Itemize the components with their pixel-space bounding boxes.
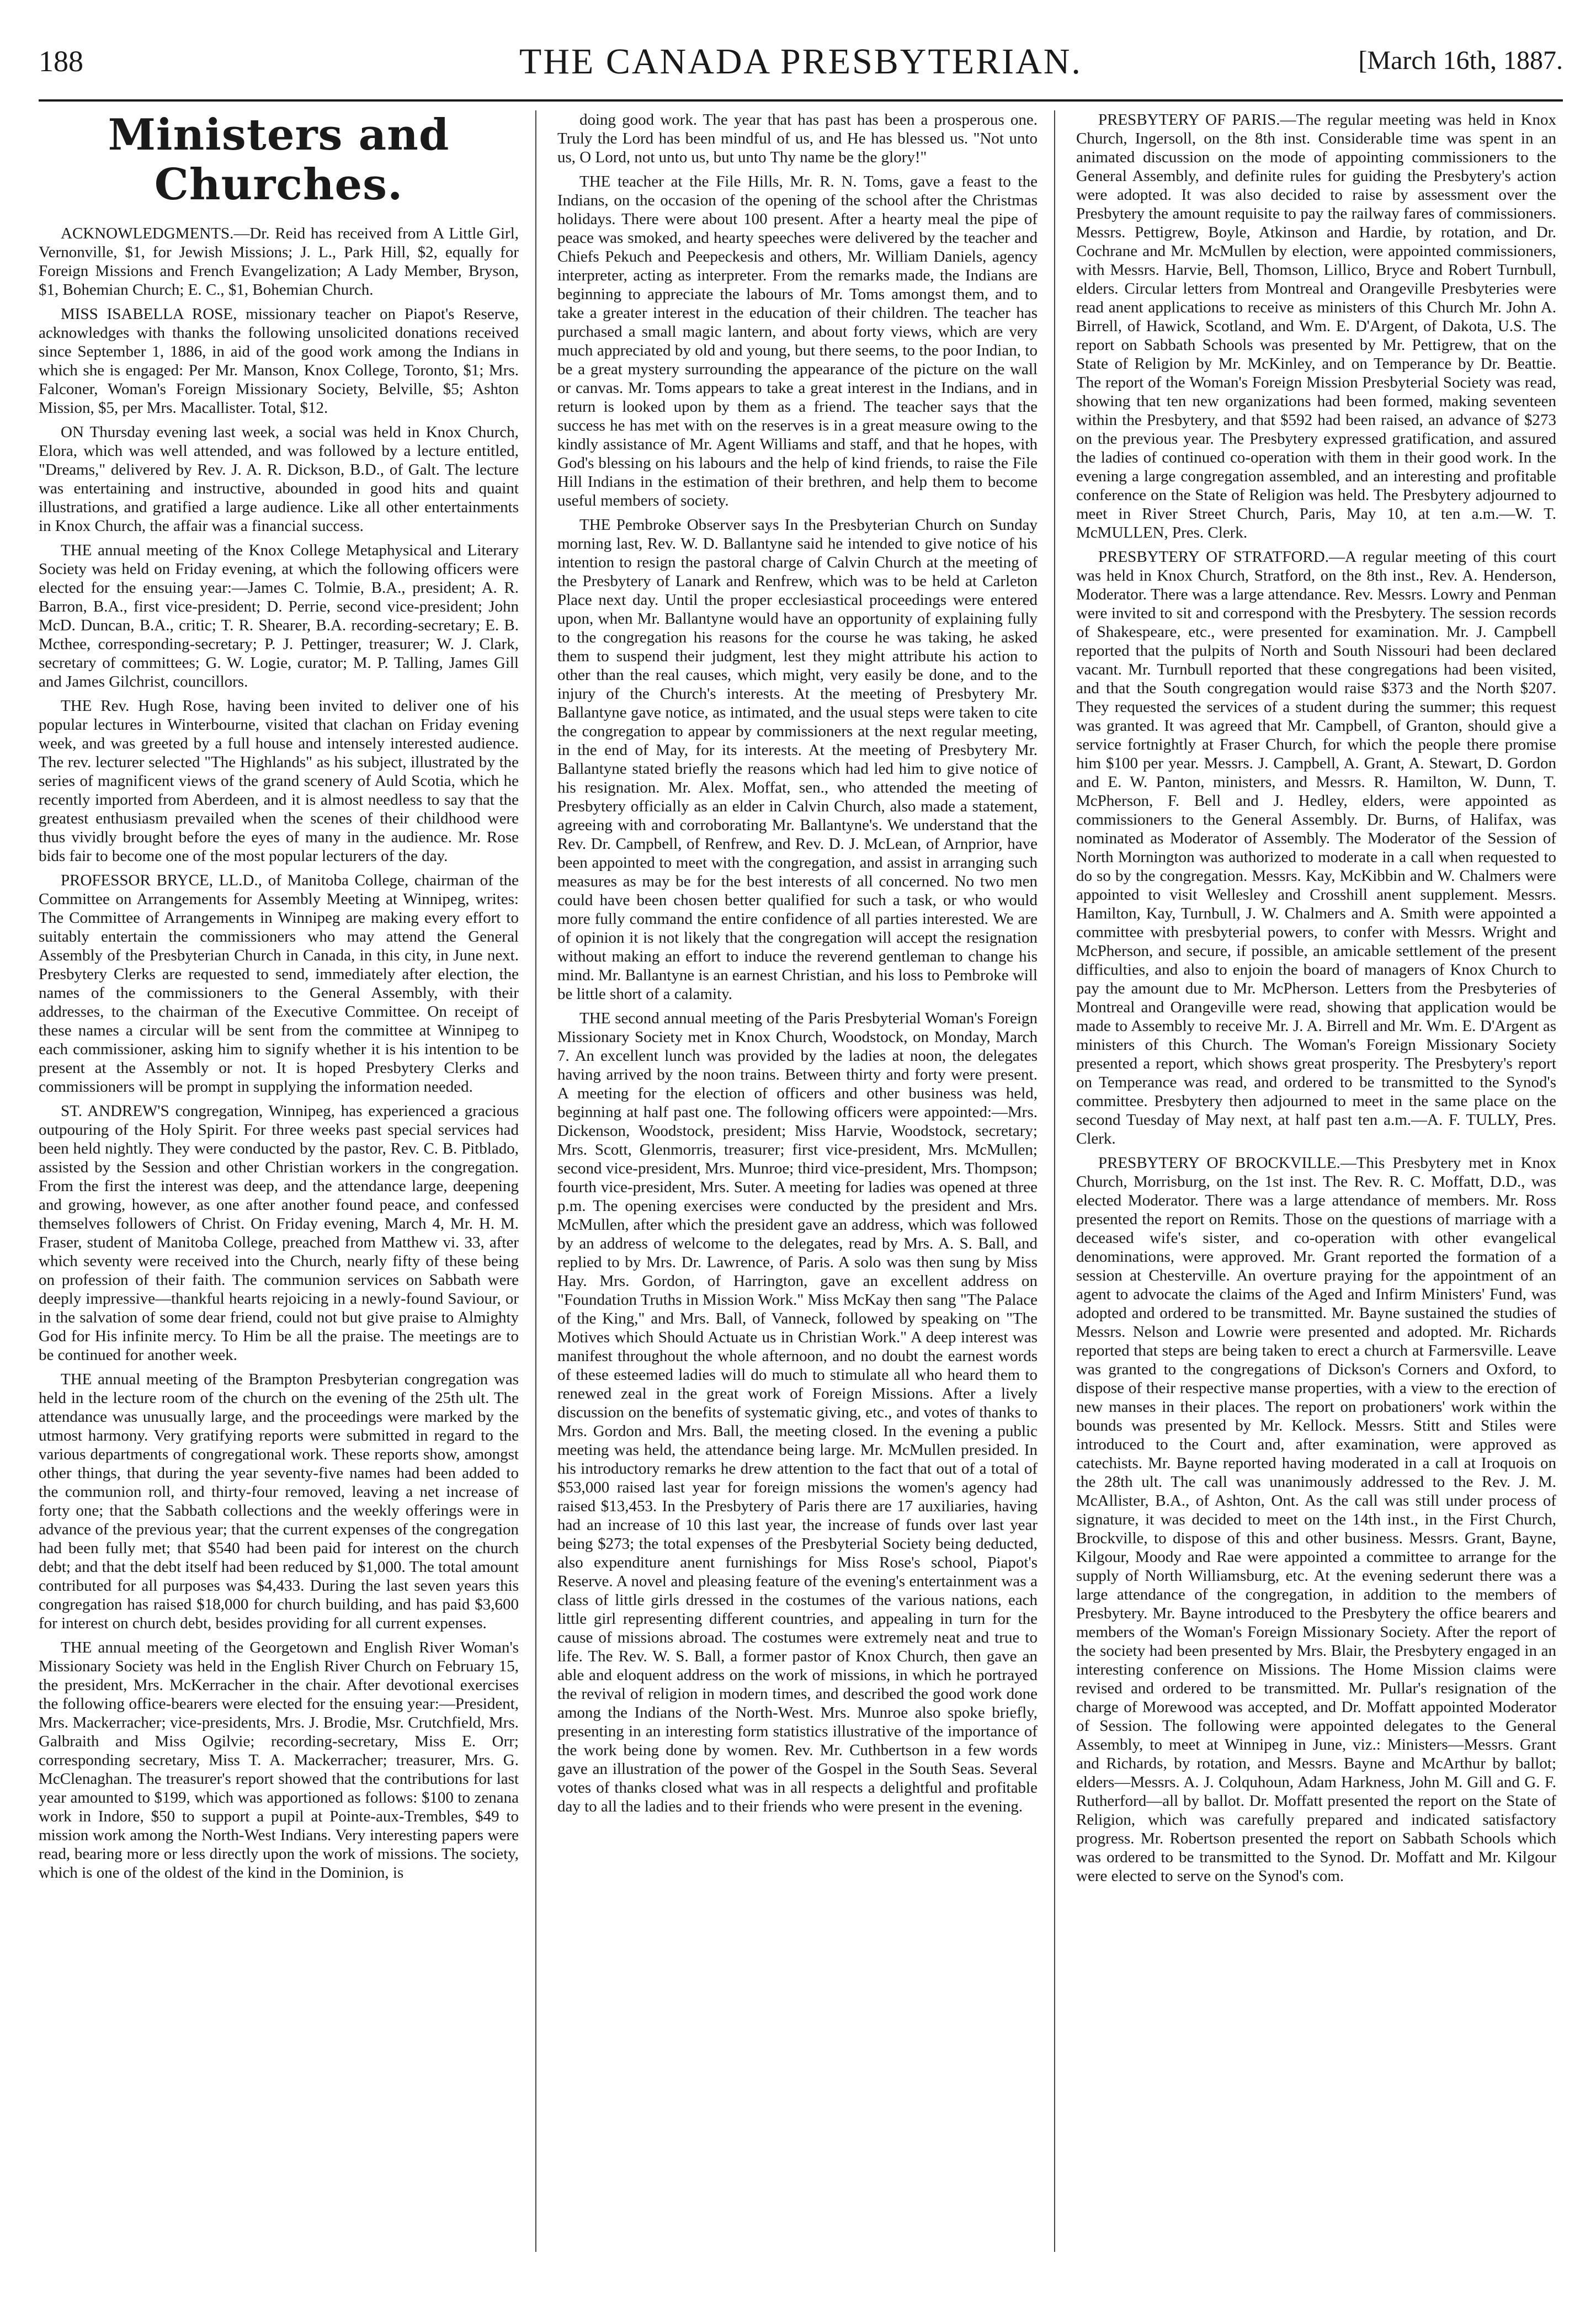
article-elora-social: ON Thursday evening last week, a social was held in Knox Church, Elora, which was well attended, and was followed by a lecture entitled, "Dreams," delivered by Rev. J. A. R. Dickson, B.D., of Galt. The lecture was entertaining and instructive, abounded in good hits and quaint illustrations, and gratified a large audience. Like all other entertainments in Knox Church, the affair was a financial success. [39, 423, 519, 535]
section-title: Ministers and Churches. [108, 110, 450, 210]
issue-date: [March 16th, 1887. [1358, 46, 1563, 75]
column-divider [1054, 110, 1055, 2252]
article-paris-wfms: THE second annual meeting of the Paris Presbyterial Woman's Foreign Missionary Society met in Knox Church, Woodstock, on Monday, March 7. An excellent lunch was provided by the ladies at noon, the delegates having arrived by the noon trains. Between thirty and forty were present. A meeting for the election of officers and other business was held, beginning at half past one. The following officers were appointed:—Mrs. Dickenson, Woodstock, president; Miss Harvie, Woodstock, secretary; Mrs. Scott, Glenmorris, treasurer; first vice-president, Mrs. McMullen; second vice-president, Mrs. Munroe; third vice-president, Mrs. Thompson; fourth vice-president, Mrs. Suter. A meeting for ladies was opened at three p.m. The opening exercises were conducted by the president and Mrs. McMullen, after which the president gave an address, which was followed by an address of welcome to the delegates, read by Mrs. A. S. Ball, and replied to by Mrs. Dr. Lawrence, of Paris. A solo was then sung by Miss Hay. Mrs. Gordon, of Harrington, gave an excellent address on "Foundation Truths in Mission Work." Miss McKay then sang "The Palace of the King," and Mrs. Ball, of Vanneck, followed by speaking on "The Motives which Should Actuate us in Christian Work." A deep interest was manifest throughout the whole afternoon, and no doubt the earnest words of these esteemed ladies will do much to stimulate all who heard them to renewed zeal in the great work of Foreign Missions. After a lively discussion on the benefits of systematic giving, etc., and votes of thanks to Mrs. Gordon and Mrs. Ball, the meeting closed. In the evening a public meeting was held, the attendance being large. Mr. McMullen presided. In his introductory remarks he drew attention to the fact that out of a total of $53,000 raised last year for foreign missions the women's agency had raised $13,453. In the Presbytery of Paris there are 17 auxiliaries, having had an increase of 10 this last year, the increase of funds over last year being $273; the total expenses of the Presbyterial Society being deducted, also expenditure anent furnishings for Miss Rose's school, Piapot's Reserve. A novel and pleasing feature of the evening's entertainment was a class of little girls dressed in the costumes of the various nations, each little girl representing different countries, and appealing in turn for the cause of missions abroad. The costumes were extremely neat and true to life. The Rev. W. S. Ball, a former pastor of Knox Church, then gave an able and eloquent address on the work of missions, in which he portrayed the revival of religion in modern times, and described the good work done among the Indians of the North-West. Mrs. Munroe also spoke briefly, presenting in an interesting form statistics illustrative of the importance of the work being done by women. Rev. Mr. Cuthbertson in a few words gave an illustration of the power of the Gospel in the South Seas. Several votes of thanks closed what was in all respects a delightful and profitable day to all the ladies and to their friends who were present in the evening. [557, 1009, 1038, 1815]
article-presbytery-brockville: PRESBYTERY OF BROCKVILLE.—This Presbytery met in Knox Church, Morrisburg, on the 1st inst. The Rev. R. C. Moffatt, D.D., was elected Moderator. There was a large attendance of members. Mr. Ross presented the report on Remits. Those on the questions of marriage with a deceased wife's sister, and co-operation with other evangelical denominations, were approved. Mr. Grant reported the formation of a session at Chesterville. An overture praying for the appointment of an agent to advocate the claims of the Aged and Infirm Ministers' Fund, was adopted and ordered to be transmitted. Mr. Bayne sustained the studies of Messrs. Nelson and Lowrie were presented and adopted. Mr. Richards reported that steps are being taken to erect a church at Farmersville. Leave was granted to the congregations of Dickson's Corners and Oxford, to dispose of their respective manse properties, with a view to the erection of new manses in their places. The report on probationers' work within the bounds was presented by Mr. Kellock. Messrs. Stitt and Stiles were introduced to the Court and, after examination, were approved as catechists. Mr. Bayne reported having moderated in a call at Iroquois on the 28th ult. The call was unanimously addressed to the Rev. J. M. McAllister, B.A., of Ashton, Ont. As the call was still under process of signature, it was decided to meet on the 14th inst., in the First Church, Brockville, to dispose of this and other business. Messrs. Grant, Bayne, Kilgour, Moody and Rae were appointed a committee to arrange for the supply of North Williamsburg, etc. At the evening sederunt there was a large attendance of the congregation, in addition to the members of Presbytery. Mr. Bayne introduced to the Presbytery the office bearers and members of the Woman's Foreign Missionary Society. After the report of the society had been presented by Mrs. Blair, the Presbytery engaged in an interesting conference on Missions. The Home Mission claims were revised and ordered to be transmitted. Mr. Pullar's resignation of the charge of Morewood was accepted, and Dr. Moffatt appointed Moderator of Session. The following were appointed delegates to the General Assembly, to meet at Winnipeg in June, viz.: Ministers—Messrs. Grant and Richards, by rotation, and Messrs. Bayne and McArthur by ballot; elders—Messrs. A. J. Colquhoun, Adam Harkness, John M. Gill and G. F. Rutherford—all by ballot. Dr. Moffatt presented the report on the State of Religion, which was carefully prepared and indicated satisfactory progress. Mr. Robertson presented the report on Sabbath Schools which was ordered to be transmitted to the Synod. Dr. Moffatt and Mr. Kilgour were elected to serve on the Synod's com. [1076, 1154, 1556, 1885]
article-acknowledgments: ACKNOWLEDGMENTS.—Dr. Reid has received from A Little Girl, Vernonville, $1, for Jewish Missions; J. L., Park Hill, $2, equally for Foreign Missions and French Evangelization; A Lady Member, Bryson, $1, Bohemian Church; E. C., $1, Bohemian Church. [39, 225, 519, 299]
article-hugh-rose-lecture: THE Rev. Hugh Rose, having been invited to deliver one of his popular lectures in Winterbourne, visited that clachan on Friday evening week, and was greeted by a full house and intensely interested audience. The rev. lecturer selected "The Highlands" as his subject, illustrated by the series of magnificent views of the grand scenery of Auld Scotia, which he recently imported from Aberdeen, and it is almost needless to say that the greatest enthusiasm prevailed when the scenes of their childhood were thus vividly brought before the eyes of many in the audience. Mr. Rose bids fair to become one of the most popular lecturers of the day. [39, 697, 519, 865]
article-presbytery-stratford: PRESBYTERY OF STRATFORD.—A regular meeting of this court was held in Knox Church, Stratford, on the 8th inst., Rev. A. Henderson, Moderator. There was a large attendance. Rev. Messrs. Lowry and Penman were invited to sit and correspond with the Presbytery. The session records of Shakespeare, etc., were presented for examination. Mr. J. Campbell reported that the pulpits of North and South Nissouri had been declared vacant. Mr. Turnbull reported that these congregations had been visited, and that the South congregation would raise $373 and the North $207. They requested the services of a student during the summer; this request was granted. It was agreed that Mr. Campbell, of Granton, should give a service fortnightly at Fraser Church, for which the people there promise him $100 per year. Messrs. J. Campbell, A. Grant, A. Stewart, D. Gordon and E. W. Panton, ministers, and Messrs. R. Hamilton, W. Dunn, T. McPherson, F. Bell and J. Hedley, elders, were appointed as commissioners to the General Assembly. Dr. Burns, of Halifax, was nominated as Moderator of Assembly. The Moderator of the Session of North Mornington was authorized to moderate in a call when requested to do so by the congregation. Messrs. Kay, McKibbin and W. Chalmers were appointed to visit Wellesley and Crosshill anent supplement. Messrs. Hamilton, Kay, Turnbull, J. W. Chalmers and A. Smith were appointed a committee with presbyterial powers, to confer with Messrs. Wright and McPherson, and secure, if possible, an amicable settlement of the present difficulties, and also to enjoin the board of managers of Knox Church to pay the amount due to Mr. McPherson. Letters from the Presbyteries of Montreal and Orangeville were read, showing that application would be made to Assembly to receive Mr. J. A. Birrell and Mr. Wm. E. D'Argent as ministers of this Church. The Woman's Foreign Missionary Society presented a report, which shows great prosperity. The Presbytery's report on Temperance was read, and ordered to be transmitted to the Synod's committee. Presbytery then adjourned to meet in the same place on the second Tuesday of May next, at half past ten a.m.—A. F. TULLY, Pres. Clerk. [1076, 548, 1556, 1147]
column-1 [39, 110, 519, 2252]
article-brampton-meeting: THE annual meeting of the Brampton Presbyterian congregation was held in the lecture room of the church on the evening of the 25th ult. The attendance was unusually large, and the proceedings were marked by the utmost harmony. Very gratifying reports were submitted in regard to the various departments of congregational work. These reports show, amongst other things, that during the year seventy-five names had been added to the communion roll, and thirty-four removed, leaving a net increase of forty one; that the Sabbath collections and the weekly offerings were in advance of the previous year; that the current expenses of the congregation had been fully met; that $540 had been paid for interest on the church debt; and that the debt itself had been reduced by $1,000. The total amount contributed for all purposes was $4,433. During the last seven years this congregation has raised $18,000 for church building, and has paid $3,600 for interest on church debt, besides providing for all current expenses. [39, 1370, 519, 1632]
newspaper-title: THE CANADA PRESBYTERIAN. [519, 41, 1082, 82]
article-professor-bryce: PROFESSOR BRYCE, LL.D., of Manitoba College, chairman of the Committee on Arrangements for Assembly Meeting at Winnipeg, writes: The Committee of Arrangements in Winnipeg are making every effort to suitably entertain the commissioners who may attend the General Assembly of the Presbyterian Church in Canada, in this city, in June next. Presbytery Clerks are requested to send, immediately after election, the names of the commissioners to the General Assembly, with their addresses, to the chairman of the Executive Committee. On receipt of these names a circular will be sent from the committee at Winnipeg to each commissioner, asking him to signify whether it is his intention to be present at the Assembly or not. It is hoped Presbytery Clerks and commissioners will be prompt in supplying the information needed. [39, 872, 519, 1096]
article-knox-literary-society: THE annual meeting of the Knox College Metaphysical and Literary Society was held on Friday evening, at which the following officers were elected for the ensuing year:—James C. Tolmie, B.A., president; A. R. Barron, B.A., first vice-president; D. Perrie, second vice-president; John McD. Duncan, B.A., critic; T. R. Shearer, B.A. recording-secretary; E. B. Mcthee, corresponding-secretary; P. J. Pettinger, treasurer; W. J. Clark, secretary of committees; G. W. Logie, curator; M. P. Talling, James Gill and James Gilchrist, councillors. [39, 541, 519, 690]
column-3 [1076, 110, 1556, 2252]
article-pembroke-observer: THE Pembroke Observer says In the Presbyterian Church on Sunday morning last, Rev. W. D. Ballantyne said he intended to give notice of his intention to resign the pastoral charge of Calvin Church at the meeting of the Presbytery of Lanark and Renfrew, which was to be held at Carleton Place next day. Until the proper ecclesiastical proceedings were entered upon, when Mr. Ballantyne would have an opportunity of explaining fully to the congregation his reasons for the course he was taking, he asked them to suspend their judgment, lest they might attribute his action to other than the real causes, which might, very easily be done, and to the injury of the Church's interests. At the meeting of Presbytery Mr. Ballantyne gave notice, as intimated, and the usual steps were taken to cite the congregation to appear by commissioners at the next regular meeting, in the end of May, for its interests. At the meeting of Presbytery Mr. Ballantyne stated briefly the reasons which had led him to give notice of his resignation. Mr. Alex. Moffat, sen., who attended the meeting of Presbytery officially as an elder in Calvin Church, also made a statement, agreeing with and corroborating Mr. Ballantyne's. We understand that the Rev. Dr. Campbell, of Renfrew, and Rev. D. J. McLean, of Arnprior, have been appointed to meet with the congregation, and assist in arranging such measures as may be for the best interests of all concerned. No two men could have been chosen better qualified for such a task, or who would more fully command the entire confidence of all parties interested. We are of opinion it is not likely that the congregation will accept the resignation without making an effort to induce the reverend gentleman to change his mind. Mr. Ballantyne is an earnest Christian, and his loss to Pembroke will be little short of a calamity. [557, 516, 1038, 1003]
article-presbytery-paris: PRESBYTERY OF PARIS.—The regular meeting was held in Knox Church, Ingersoll, on the 8th inst. Considerable time was spent in an animated discussion on the mode of appointing commissioners to the General Assembly, and definite rules for guiding the Presbytery's action were adopted. It was also decided to raise by assessment over the Presbytery the amount requisite to pay the railway fares of commissioners. Messrs. Pettigrew, Boyle, Atkinson and Hardie, by rotation, and Dr. Cochrane and Mr. McMullen by election, were appointed commissioners, with Messrs. Harvie, Bell, Thomson, Lillico, Bryce and Robert Turnbull, elders. Circular letters from Montreal and Orangeville Presbyteries were read anent applications to receive as ministers of this Church Mr. John A. Birrell, of Hawick, Scotland, and Wm. E. D'Argent, of Dakota, U.S. The report on Sabbath Schools was presented by Mr. Pettigrew, that on the State of Religion by Mr. McKinley, and on Temperance by Dr. Beattie. The report of the Woman's Foreign Mission Presbyterial Society was read, showing that ten new organizations had been formed, making seventeen within the Presbytery, and that $592 had been raised, an advance of $273 on the previous year. The Presbytery expressed gratification, and assured the ladies of continued co-operation with them in their good work. In the evening a large congregation assembled, and an interesting and profitable conference on the State of Religion was held. The Presbytery adjourned to meet in River Street Church, Paris, May 10, at ten a.m.—W. T. McMULLEN, Pres. Clerk. [1076, 111, 1556, 541]
column-divider [535, 110, 536, 2252]
column-2 [557, 110, 1038, 2252]
article-isabella-rose: MISS ISABELLA ROSE, missionary teacher on Piapot's Reserve, acknowledges with thanks the following unsolicited donations received since September 1, 1886, in aid of the good work among the Indians in which she is engaged: Per Mr. Manson, Knox College, Toronto, $1; Mrs. Falconer, Woman's Foreign Missionary Society, Belville, $5; Ashton Mission, $5, per Mrs. Macallister. Total, $12. [39, 305, 519, 417]
article-continuation: doing good work. The year that has past has been a prosperous one. Truly the Lord has been mindful of us, and He has blessed us. "Not unto us, O Lord, not unto us, but unto Thy name be the glory!" [557, 111, 1038, 166]
article-st-andrews-winnipeg: ST. ANDREW'S congregation, Winnipeg, has experienced a gracious outpouring of the Holy Spirit. For three weeks past special services had been held nightly. They were conducted by the pastor, Rev. C. B. Pitblado, assisted by the Session and other Christian workers in the congregation. From the first the interest was deep, and the attendance large, deepening and growing, however, as one after another found peace, and confessed themselves followers of Christ. On Friday evening, March 4, Mr. H. M. Fraser, student of Manitoba College, preached from Matthew vi. 33, after which seventy were received into the Church, nearly fifty of these being on profession of their faith. The communion services on Sabbath were deeply impressive—thankful hearts rejoicing in a newly-found Saviour, or in the salvation of some dear friend, could not but give praise to Almighty God for His infinite mercy. To Him be all the praise. The meetings are to be continued for another week. [39, 1102, 519, 1364]
article-georgetown-wms: THE annual meeting of the Georgetown and English River Woman's Missionary Society was held in the English River Church on February 15, the president, Mrs. McKerracher in the chair. After devotional exercises the following office-bearers were elected for the ensuing year:—President, Mrs. Mackerracher; vice-presidents, Mrs. J. Brodie, Msr. Crutchfield, Mrs. Galbraith and Miss Ogilvie; recording-secretary, Miss E. Orr; corresponding secretary, Miss T. A. Mackerracher; treasurer, Mrs. G. McClenaghan. The treasurer's report showed that the contributions for last year amounted to $199, which was apportioned as follows: $100 to zenana work in Indore, $50 to support a pupil at Pointe-aux-Trembles, $49 to mission work among the North-West Indians. Very interesting papers were read, bearing more or less directly upon the work of missions. The society, which is one of the oldest of the kind in the Dominion, is [39, 1639, 519, 1882]
masthead [39, 33, 1563, 102]
page-number: 188 [39, 45, 83, 78]
article-file-hills-feast: THE teacher at the File Hills, Mr. R. N. Toms, gave a feast to the Indians, on the occasion of the opening of the school after the Christmas holidays. There were about 100 present. After a hearty meal the pipe of peace was smoked, and hearty speeches were delivered by the teacher and Chiefs Pekuch and Peepeckesis and others, Mr. William Daniels, agency interpreter, acting as interpreter. From the remarks made, the Indians are beginning to appreciate the labours of Mr. Toms amongst them, and to take a greater interest in the education of their children. The teacher has purchased a small magic lantern, and about forty views, which are very much appreciated by old and young, but there seems, to the poor Indian, to be a great mystery surrounding the appearance of the picture on the wall or canvas. Mr. Toms appears to take a great interest in the Indians, and in return is looked upon by them as a friend. The teacher says that the success he has met with on the reserves is in a great measure owing to the kindly assistance of Mr. Agent Williams and staff, and that he hopes, with God's blessing on his labours and the help of kind friends, to raise the File Hill Indians in the estimation of their brethren, and help them to become useful members of society. [557, 173, 1038, 509]
